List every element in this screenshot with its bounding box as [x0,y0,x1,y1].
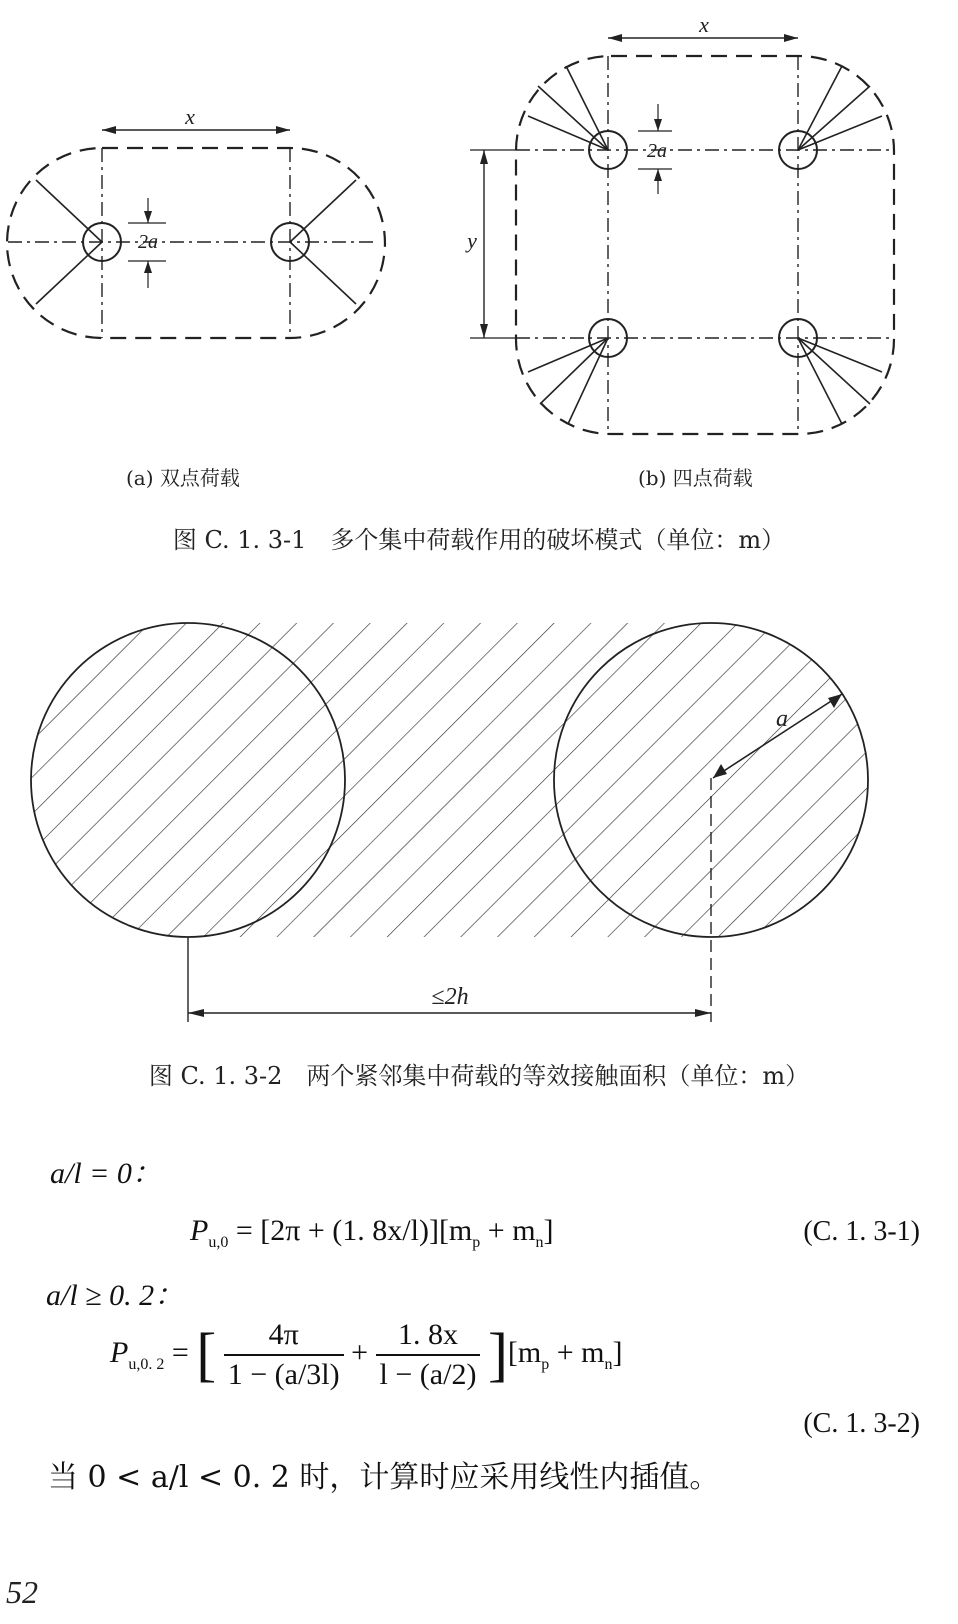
eq2-frac1-num: 4π [224,1318,344,1356]
figure-caption-1: 图 C. 1. 3-1 多个集中荷载作用的破坏模式（单位：m） [172,526,786,554]
eq1-close: ] [543,1214,554,1247]
eq2-frac2-den: l − (a/2) [379,1358,477,1391]
eq2-close: ] [612,1335,623,1369]
interpolation-note: 当 0 < a/l < 0. 2 时，计算时应采用线性内插值。 [48,1460,720,1495]
fig-a-2a-label: 2a [138,231,158,253]
fig-c-dim-label: ≤2h [431,984,469,1010]
condition-2-text: a/l ≥ 0. 2： [46,1279,185,1312]
eq2-tail: [m [507,1335,542,1369]
eq2-plus2: + m [549,1335,605,1369]
eq1-lhs: P [190,1214,209,1247]
eq2-fraction-1 [224,1318,344,1392]
eq2-plus: + [351,1335,369,1369]
fig-b-2a-label: 2a [647,140,667,162]
eq2-mp: p [541,1355,550,1373]
page-number: 52 [6,1574,38,1610]
eq1-rhs: = [2π + (1. 8x/l)][m [235,1214,473,1247]
eq2-lhs-sub: u,0. 2 [128,1355,165,1373]
fig-b-y-label: y [467,228,477,253]
fig-c-a-label: a [776,706,788,732]
equation-1-number: (C. 1. 3-1) [803,1216,920,1247]
eq2-frac1-den: 1 − (a/3l) [227,1358,340,1391]
eq1-lhs-sub: u,0 [208,1234,229,1251]
eq2-frac2-num: 1. 8x [376,1318,481,1356]
eq1-plus: + m [480,1214,536,1247]
condition-1 [50,1148,162,1192]
figure-a-two-point-load [7,126,385,338]
equation-1 [190,1214,554,1252]
fig-a-x-label: x [185,104,195,129]
equation-2: $P_{u,0. 2}$ = [ $\frac{4\pi}{1 - (a/3l)}$ + $\frac{1. 8x}{l - (a/2)}$ ]$[m_p + m_n]$ [110,1318,623,1391]
fig-b-subcaption: (b) 四点荷载 [638,466,753,490]
figure-c-contact-area [0,600,958,1022]
eq2-eq: = [171,1335,189,1369]
condition-1-text: a/l = 0： [50,1157,162,1190]
figure-b-four-point-load [470,34,894,434]
fig-a-subcaption: (a) 双点荷载 [126,466,240,490]
figure-caption-2: 图 C. 1. 3-2 两个紧邻集中荷载的等效接触面积（单位：m） [148,1062,810,1090]
condition-2 [46,1270,184,1314]
eq2-mn: n [604,1355,613,1373]
equation-2-number: (C. 1. 3-2) [803,1408,920,1439]
fig-b-x-label: x [699,12,709,37]
eq2-lhs: P [110,1335,129,1369]
eq1-mn: n [535,1234,544,1251]
eq2-fraction-2 [376,1318,481,1392]
eq1-mp: p [472,1234,481,1251]
